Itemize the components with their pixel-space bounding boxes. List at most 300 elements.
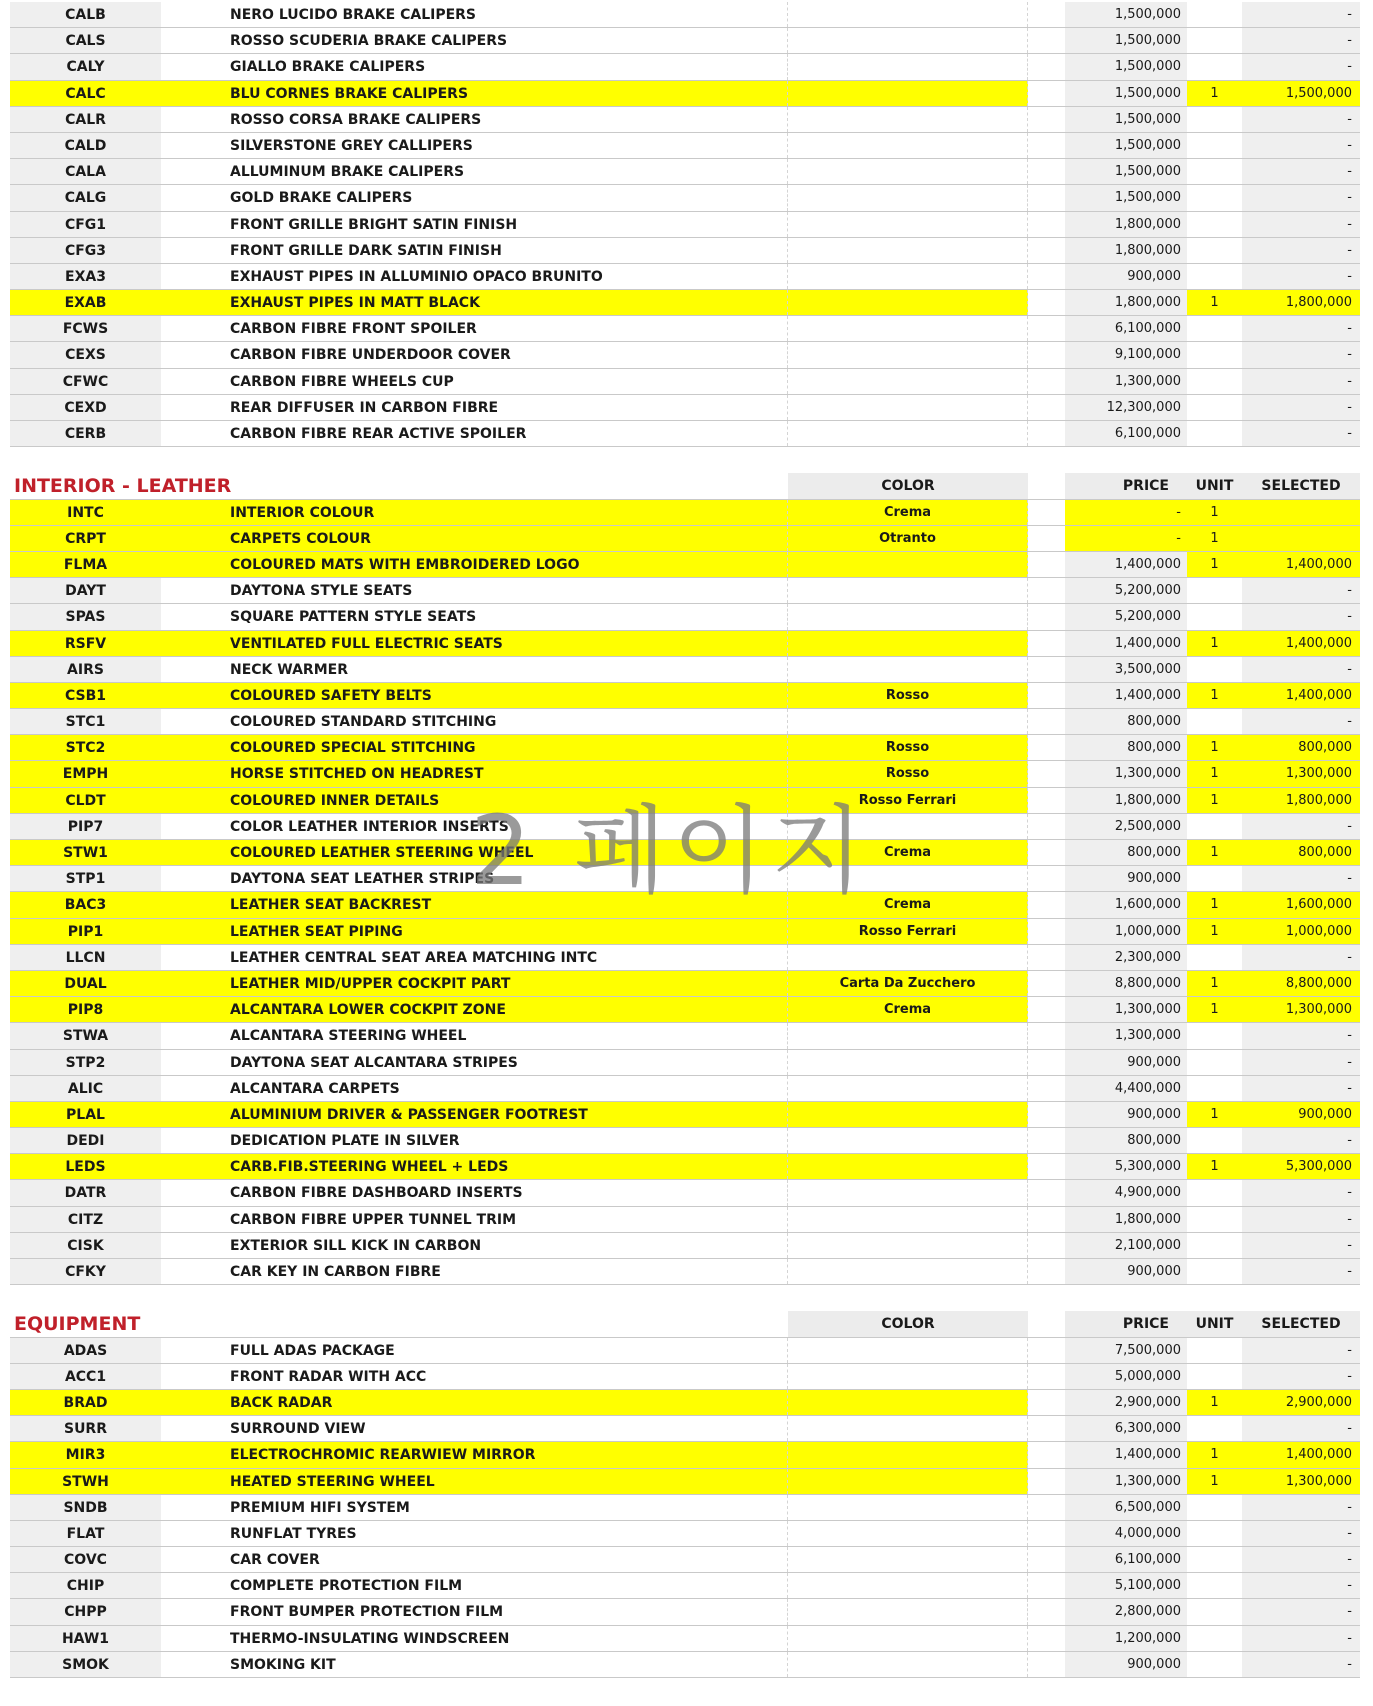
table-row <box>10 28 1360 54</box>
option-color <box>788 369 1028 394</box>
option-selected-amount: 1,400,000 <box>1242 631 1360 656</box>
option-code: STC1 <box>10 709 161 734</box>
option-unit <box>1187 395 1242 420</box>
option-selected-amount: - <box>1242 28 1360 53</box>
option-description: ALUMINIUM DRIVER & PASSENGER FOOTREST <box>161 1102 788 1127</box>
option-unit <box>1187 604 1242 629</box>
option-code: DATR <box>10 1180 161 1205</box>
option-code: CEXD <box>10 395 161 420</box>
option-color: Rosso <box>788 683 1028 708</box>
option-description: COLOR LEATHER INTERIOR INSERTS <box>161 814 788 839</box>
option-description: ROSSO CORSA BRAKE CALIPERS <box>161 107 788 132</box>
option-selected-amount: - <box>1242 866 1360 891</box>
table-row <box>10 1469 1360 1495</box>
option-code: ACC1 <box>10 1364 161 1389</box>
option-unit: 1 <box>1187 788 1242 813</box>
option-description: ALCANTARA STEERING WHEEL <box>161 1023 788 1048</box>
option-description: ELECTROCHROMIC REARWIEW MIRROR <box>161 1442 788 1467</box>
option-price: 900,000 <box>1065 264 1187 289</box>
option-code: CISK <box>10 1233 161 1258</box>
option-color <box>788 1180 1028 1205</box>
option-code: CRPT <box>10 526 161 551</box>
option-price: 1,500,000 <box>1065 107 1187 132</box>
table-row <box>10 657 1360 683</box>
option-price: 1,800,000 <box>1065 290 1187 315</box>
page-watermark: 2 페이지 <box>470 795 870 907</box>
table-row <box>10 1442 1360 1468</box>
option-price: 1,300,000 <box>1065 761 1187 786</box>
column-gap <box>1028 788 1065 813</box>
option-selected-amount: - <box>1242 1495 1360 1520</box>
option-unit <box>1187 709 1242 734</box>
option-unit: 1 <box>1187 971 1242 996</box>
option-price: 4,400,000 <box>1065 1076 1187 1101</box>
table-row <box>10 526 1360 552</box>
option-unit <box>1187 316 1242 341</box>
option-color <box>788 657 1028 682</box>
table-row <box>10 1338 1360 1364</box>
option-selected-amount: - <box>1242 1259 1360 1284</box>
option-description: ALCANTARA LOWER COCKPIT ZONE <box>161 997 788 1022</box>
column-gap <box>1028 369 1065 394</box>
column-gap <box>1028 107 1065 132</box>
option-color <box>788 421 1028 446</box>
option-unit <box>1187 28 1242 53</box>
option-price: 1,500,000 <box>1065 133 1187 158</box>
option-description: NERO LUCIDO BRAKE CALIPERS <box>161 2 788 27</box>
option-price: 800,000 <box>1065 1128 1187 1153</box>
option-code: FCWS <box>10 316 161 341</box>
option-color <box>788 1442 1028 1467</box>
option-unit: 1 <box>1187 526 1242 551</box>
option-selected-amount: - <box>1242 1233 1360 1258</box>
column-gap <box>1028 945 1065 970</box>
option-color <box>788 28 1028 53</box>
option-description: FULL ADAS PACKAGE <box>161 1338 788 1363</box>
option-color: Crema <box>788 500 1028 525</box>
option-selected-amount: 8,800,000 <box>1242 971 1360 996</box>
option-unit: 1 <box>1187 1102 1242 1127</box>
option-selected-amount: 1,300,000 <box>1242 997 1360 1022</box>
option-description: SQUARE PATTERN STYLE SEATS <box>161 604 788 629</box>
option-color <box>788 814 1028 839</box>
option-price: 4,000,000 <box>1065 1521 1187 1546</box>
column-gap <box>1028 526 1065 551</box>
option-code: CALS <box>10 28 161 53</box>
option-color <box>788 1416 1028 1441</box>
interior-section-title: INTERIOR - LEATHER <box>14 475 232 498</box>
column-gap <box>1028 814 1065 839</box>
option-price: 1,300,000 <box>1065 997 1187 1022</box>
option-unit <box>1187 1495 1242 1520</box>
option-selected-amount: 1,400,000 <box>1242 552 1360 577</box>
option-description: COLOURED INNER DETAILS <box>161 788 788 813</box>
option-code: STW1 <box>10 840 161 865</box>
option-price: 1,400,000 <box>1065 631 1187 656</box>
option-unit <box>1187 2 1242 27</box>
interior-options-table <box>10 500 1360 1286</box>
column-gap <box>1028 1180 1065 1205</box>
table-row <box>10 1416 1360 1442</box>
option-code: CALR <box>10 107 161 132</box>
option-unit <box>1187 185 1242 210</box>
option-code: AIRS <box>10 657 161 682</box>
color-column-header: COLOR <box>788 1311 1028 1336</box>
column-gap <box>1028 1599 1065 1624</box>
option-price: 6,100,000 <box>1065 316 1187 341</box>
option-code: CHPP <box>10 1599 161 1624</box>
option-selected-amount: - <box>1242 133 1360 158</box>
table-row <box>10 290 1360 316</box>
option-color <box>788 1102 1028 1127</box>
option-color <box>788 1023 1028 1048</box>
option-code: CFG1 <box>10 212 161 237</box>
column-gap <box>1028 54 1065 79</box>
option-description: SURROUND VIEW <box>161 1416 788 1441</box>
option-color <box>788 1547 1028 1572</box>
option-price: 800,000 <box>1065 840 1187 865</box>
column-gap <box>1028 578 1065 603</box>
option-description: RUNFLAT TYRES <box>161 1521 788 1546</box>
option-code: STWH <box>10 1469 161 1494</box>
option-selected-amount: - <box>1242 107 1360 132</box>
column-gap <box>1028 971 1065 996</box>
option-color: Crema <box>788 892 1028 917</box>
option-price: 1,500,000 <box>1065 28 1187 53</box>
table-row <box>10 840 1360 866</box>
option-code: STC2 <box>10 735 161 760</box>
table-row <box>10 761 1360 787</box>
option-price: 2,100,000 <box>1065 1233 1187 1258</box>
column-gap <box>1028 1469 1065 1494</box>
column-gap <box>1028 1442 1065 1467</box>
option-color <box>788 395 1028 420</box>
option-description: COLOURED STANDARD STITCHING <box>161 709 788 734</box>
option-selected-amount: - <box>1242 238 1360 263</box>
column-gap <box>1028 159 1065 184</box>
option-color: Rosso <box>788 761 1028 786</box>
option-color <box>788 316 1028 341</box>
option-description: CARBON FIBRE UNDERDOOR COVER <box>161 342 788 367</box>
column-gap <box>1028 1521 1065 1546</box>
option-unit <box>1187 1599 1242 1624</box>
option-price: 7,500,000 <box>1065 1338 1187 1363</box>
option-selected-amount: - <box>1242 814 1360 839</box>
column-gap <box>1028 1233 1065 1258</box>
option-color <box>788 81 1028 106</box>
option-description: ROSSO SCUDERIA BRAKE CALIPERS <box>161 28 788 53</box>
option-code: CERB <box>10 421 161 446</box>
option-code: SPAS <box>10 604 161 629</box>
option-price: 1,500,000 <box>1065 81 1187 106</box>
option-color <box>788 1207 1028 1232</box>
table-row <box>10 500 1360 526</box>
column-gap <box>1028 1259 1065 1284</box>
table-row <box>10 683 1360 709</box>
option-price: - <box>1065 526 1187 551</box>
column-gap <box>1028 1390 1065 1415</box>
option-color: Crema <box>788 997 1028 1022</box>
option-unit <box>1187 1521 1242 1546</box>
table-row <box>10 1050 1360 1076</box>
option-unit <box>1187 1547 1242 1572</box>
option-price: 2,300,000 <box>1065 945 1187 970</box>
option-code: PLAL <box>10 1102 161 1127</box>
option-price: 1,400,000 <box>1065 1442 1187 1467</box>
option-unit <box>1187 421 1242 446</box>
option-price: 900,000 <box>1065 1050 1187 1075</box>
option-price: 6,100,000 <box>1065 421 1187 446</box>
option-description: LEATHER SEAT BACKREST <box>161 892 788 917</box>
table-row <box>10 578 1360 604</box>
option-description: LEATHER MID/UPPER COCKPIT PART <box>161 971 788 996</box>
option-price: 6,100,000 <box>1065 1547 1187 1572</box>
table-row <box>10 238 1360 264</box>
table-row <box>10 1652 1360 1678</box>
option-code: MIR3 <box>10 1442 161 1467</box>
option-description: COLOURED SAFETY BELTS <box>161 683 788 708</box>
option-selected-amount: - <box>1242 709 1360 734</box>
equipment-options-table <box>10 1338 1360 1678</box>
option-color <box>788 2 1028 27</box>
column-gap <box>1028 500 1065 525</box>
section-spacer <box>10 1285 1360 1311</box>
column-gap <box>1028 1023 1065 1048</box>
option-code: SURR <box>10 1416 161 1441</box>
option-unit <box>1187 1416 1242 1441</box>
option-unit <box>1187 1050 1242 1075</box>
option-color: Rosso Ferrari <box>788 919 1028 944</box>
column-gap <box>1028 1573 1065 1598</box>
option-description: DEDICATION PLATE IN SILVER <box>161 1128 788 1153</box>
option-price: 1,600,000 <box>1065 892 1187 917</box>
column-gap <box>1028 1626 1065 1651</box>
column-gap <box>1028 892 1065 917</box>
option-color <box>788 1233 1028 1258</box>
option-code: CALC <box>10 81 161 106</box>
option-color <box>788 1364 1028 1389</box>
option-price: 1,400,000 <box>1065 683 1187 708</box>
table-row <box>10 604 1360 630</box>
option-color <box>788 1652 1028 1677</box>
option-price: 800,000 <box>1065 735 1187 760</box>
option-selected-amount: 1,400,000 <box>1242 1442 1360 1467</box>
option-code: CALD <box>10 133 161 158</box>
option-color <box>788 290 1028 315</box>
option-unit <box>1187 369 1242 394</box>
column-gap <box>1028 185 1065 210</box>
option-description: CARPETS COLOUR <box>161 526 788 551</box>
option-color <box>788 604 1028 629</box>
table-row <box>10 2 1360 28</box>
option-color <box>788 1076 1028 1101</box>
option-price: 1,800,000 <box>1065 238 1187 263</box>
table-row <box>10 316 1360 342</box>
option-color: Rosso <box>788 735 1028 760</box>
option-description: BACK RADAR <box>161 1390 788 1415</box>
option-selected-amount: - <box>1242 945 1360 970</box>
option-unit: 1 <box>1187 552 1242 577</box>
option-price: 5,200,000 <box>1065 604 1187 629</box>
option-description: EXTERIOR SILL KICK IN CARBON <box>161 1233 788 1258</box>
option-description: NECK WARMER <box>161 657 788 682</box>
option-selected-amount: - <box>1242 1076 1360 1101</box>
option-code: DAYT <box>10 578 161 603</box>
column-gap <box>1028 1207 1065 1232</box>
option-color <box>788 212 1028 237</box>
column-gap <box>1028 28 1065 53</box>
option-color <box>788 578 1028 603</box>
selected-column-header: SELECTED <box>1242 473 1360 498</box>
option-color <box>788 238 1028 263</box>
table-row <box>10 133 1360 159</box>
column-gap <box>1028 1338 1065 1363</box>
option-description: FRONT GRILLE BRIGHT SATIN FINISH <box>161 212 788 237</box>
option-code: CALA <box>10 159 161 184</box>
option-selected-amount: 1,800,000 <box>1242 290 1360 315</box>
option-description: CARBON FIBRE REAR ACTIVE SPOILER <box>161 421 788 446</box>
option-selected-amount: - <box>1242 1416 1360 1441</box>
option-description: ALLUMINUM BRAKE CALIPERS <box>161 159 788 184</box>
option-code: HAW1 <box>10 1626 161 1651</box>
column-gap <box>1028 1364 1065 1389</box>
option-price: 4,900,000 <box>1065 1180 1187 1205</box>
exterior-options-table <box>10 2 1360 447</box>
option-unit <box>1187 1233 1242 1258</box>
option-unit <box>1187 1207 1242 1232</box>
option-price: 6,500,000 <box>1065 1495 1187 1520</box>
table-row <box>10 1599 1360 1625</box>
option-description: EXHAUST PIPES IN MATT BLACK <box>161 290 788 315</box>
option-unit <box>1187 212 1242 237</box>
option-unit <box>1187 1128 1242 1153</box>
column-gap <box>1028 238 1065 263</box>
option-price: 900,000 <box>1065 866 1187 891</box>
option-selected-amount: - <box>1242 1023 1360 1048</box>
option-description: PREMIUM HIFI SYSTEM <box>161 1495 788 1520</box>
option-description: GOLD BRAKE CALIPERS <box>161 185 788 210</box>
column-gap <box>1028 1076 1065 1101</box>
column-gap <box>1028 1416 1065 1441</box>
table-row <box>10 945 1360 971</box>
option-description: ALCANTARA CARPETS <box>161 1076 788 1101</box>
option-price: 1,300,000 <box>1065 369 1187 394</box>
table-row <box>10 1207 1360 1233</box>
option-unit: 1 <box>1187 1442 1242 1467</box>
table-row <box>10 788 1360 814</box>
option-selected-amount: - <box>1242 1180 1360 1205</box>
option-color <box>788 133 1028 158</box>
option-color <box>788 866 1028 891</box>
option-selected-amount: 1,000,000 <box>1242 919 1360 944</box>
table-row <box>10 1495 1360 1521</box>
option-color <box>788 1521 1028 1546</box>
option-selected-amount: - <box>1242 316 1360 341</box>
table-row <box>10 1180 1360 1206</box>
option-selected-amount: - <box>1242 1050 1360 1075</box>
option-description: COLOURED MATS WITH EMBROIDERED LOGO <box>161 552 788 577</box>
option-selected-amount: - <box>1242 604 1360 629</box>
option-selected-amount: - <box>1242 54 1360 79</box>
option-color <box>788 1390 1028 1415</box>
option-code: CFWC <box>10 369 161 394</box>
option-unit <box>1187 1180 1242 1205</box>
option-selected-amount: - <box>1242 1338 1360 1363</box>
option-code: LEDS <box>10 1154 161 1179</box>
table-row <box>10 264 1360 290</box>
color-column-header: COLOR <box>788 473 1028 498</box>
option-price: 1,200,000 <box>1065 1626 1187 1651</box>
option-code: CALY <box>10 54 161 79</box>
option-price: 2,900,000 <box>1065 1390 1187 1415</box>
option-price: 800,000 <box>1065 709 1187 734</box>
option-color <box>788 709 1028 734</box>
option-price: 2,800,000 <box>1065 1599 1187 1624</box>
column-gap <box>1028 840 1065 865</box>
option-selected-amount: - <box>1242 264 1360 289</box>
table-row <box>10 971 1360 997</box>
option-selected-amount: 1,300,000 <box>1242 761 1360 786</box>
option-code: EMPH <box>10 761 161 786</box>
table-row <box>10 212 1360 238</box>
option-code: COVC <box>10 1547 161 1572</box>
option-code: STP2 <box>10 1050 161 1075</box>
option-price: 5,000,000 <box>1065 1364 1187 1389</box>
option-color <box>788 264 1028 289</box>
option-unit <box>1187 107 1242 132</box>
option-description: CARBON FIBRE DASHBOARD INSERTS <box>161 1180 788 1205</box>
option-selected-amount: - <box>1242 657 1360 682</box>
option-description: COLOURED LEATHER STEERING WHEEL <box>161 840 788 865</box>
column-gap <box>1028 1547 1065 1572</box>
table-row <box>10 919 1360 945</box>
option-color <box>788 1050 1028 1075</box>
option-selected-amount: - <box>1242 1364 1360 1389</box>
table-row <box>10 1102 1360 1128</box>
table-row <box>10 1573 1360 1599</box>
option-description: FRONT RADAR WITH ACC <box>161 1364 788 1389</box>
selected-column-header: SELECTED <box>1242 1311 1360 1336</box>
column-gap <box>1028 866 1065 891</box>
option-description: EXHAUST PIPES IN ALLUMINIO OPACO BRUNITO <box>161 264 788 289</box>
table-row <box>10 342 1360 368</box>
option-code: STP1 <box>10 866 161 891</box>
option-selected-amount: - <box>1242 159 1360 184</box>
option-selected-amount: - <box>1242 1547 1360 1572</box>
option-price: 900,000 <box>1065 1259 1187 1284</box>
table-row <box>10 81 1360 107</box>
column-gap <box>1028 1652 1065 1677</box>
option-selected-amount: - <box>1242 1652 1360 1677</box>
option-unit <box>1187 54 1242 79</box>
column-gap <box>1028 761 1065 786</box>
column-gap <box>1028 683 1065 708</box>
option-selected-amount: - <box>1242 1521 1360 1546</box>
column-gap <box>1028 2 1065 27</box>
option-price: 1,800,000 <box>1065 212 1187 237</box>
option-description: GIALLO BRAKE CALIPERS <box>161 54 788 79</box>
price-sheet <box>10 2 1360 1678</box>
option-description: LEATHER CENTRAL SEAT AREA MATCHING INTC <box>161 945 788 970</box>
option-code: BAC3 <box>10 892 161 917</box>
option-unit <box>1187 866 1242 891</box>
option-code: CSB1 <box>10 683 161 708</box>
option-color <box>788 945 1028 970</box>
option-color <box>788 1338 1028 1363</box>
section-spacer <box>10 447 1360 473</box>
column-gap <box>1028 212 1065 237</box>
column-gap <box>1028 342 1065 367</box>
